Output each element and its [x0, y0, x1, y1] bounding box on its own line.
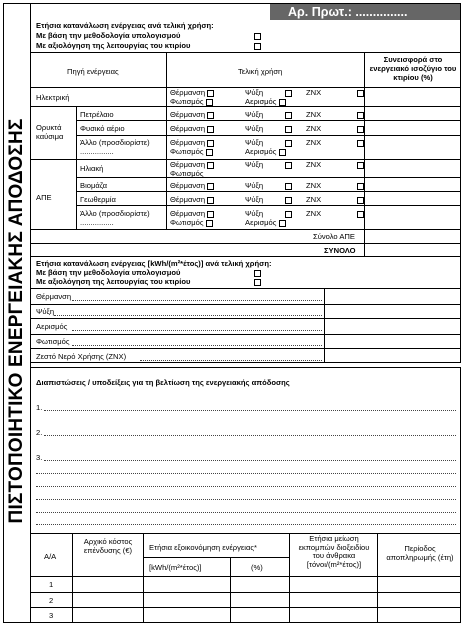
- use-cooling: Ψύξη: [245, 181, 264, 190]
- use-lighting: Φωτισμός: [170, 218, 204, 227]
- cb[interactable]: [285, 197, 292, 204]
- investment-row-3: 3: [49, 611, 54, 620]
- fossil-item-3: Άλλο (προσδιορίστε): [80, 138, 150, 147]
- cb[interactable]: [207, 140, 214, 147]
- consumption-row-1: Θέρμανση: [36, 292, 72, 301]
- use-heating: Θέρμανση: [170, 124, 206, 133]
- cb[interactable]: [207, 126, 214, 133]
- cb[interactable]: [279, 99, 286, 106]
- recommendation-3: 3.: [36, 453, 43, 462]
- col-contrib-header: Συνεισφορά στο ενεργειακό ισοζύγιο του κτιρίου (%): [369, 55, 457, 82]
- cb[interactable]: [285, 126, 292, 133]
- cb[interactable]: [357, 197, 364, 204]
- use-dhw: ΖΝΧ: [306, 160, 322, 169]
- col-saving: Ετήσια εξοικονόμηση ενέργειας*: [149, 543, 257, 552]
- res-item-4: Άλλο (προσδιορίστε): [80, 209, 150, 218]
- use-heating: Θέρμανση: [170, 138, 206, 147]
- consumption-row-5: Ζεστό Νερό Χρήσης (ΖΝΧ): [36, 352, 127, 361]
- use-dhw: ΖΝΧ: [306, 181, 322, 190]
- cb[interactable]: [357, 140, 364, 147]
- side-title: ΠΙΣΤΟΠΟΙΗΤΙΚΟ ΕΝΕΡΓΕΙΑΚΗΣ ΑΠΟΔΟΣΗΣ: [6, 118, 27, 524]
- cb[interactable]: [206, 99, 213, 106]
- use-dhw: ΖΝΧ: [306, 88, 322, 97]
- use-lighting: Φωτισμός: [170, 147, 204, 156]
- section1-option1-checkbox[interactable]: [254, 33, 261, 40]
- section2-option2: Με αξιολόγηση της λειτουργίας του κτιρίου: [36, 277, 191, 286]
- section2-option1-checkbox[interactable]: [254, 270, 261, 277]
- use-lighting: Φωτισμός: [170, 97, 204, 106]
- cb[interactable]: [207, 112, 214, 119]
- cb[interactable]: [357, 90, 364, 97]
- use-ventilation: Αερισμός: [245, 97, 277, 106]
- recommendation-1: 1.: [36, 403, 43, 412]
- use-heating: Θέρμανση: [170, 160, 206, 169]
- sidebar: [3, 3, 31, 623]
- grand-total-label: ΣΥΝΟΛΟ: [324, 246, 356, 255]
- use-cooling: Ψύξη: [245, 124, 264, 133]
- cb[interactable]: [207, 183, 214, 190]
- res-item-3: Γεωθερμία: [80, 195, 116, 204]
- cb[interactable]: [285, 162, 292, 169]
- recommendation-2: 2.: [36, 428, 43, 437]
- group-fossil: Ορυκτά καύσιμα: [36, 123, 64, 141]
- col-source-header: Πηγή ενέργειας: [67, 67, 119, 76]
- use-dhw: ΖΝΧ: [306, 138, 322, 147]
- use-ventilation: Αερισμός: [245, 218, 277, 227]
- use-heating: Θέρμανση: [170, 110, 206, 119]
- res-item-2: Βιομάζα: [80, 181, 107, 190]
- res-item-5: ................: [80, 218, 114, 227]
- col-aa: Α/Α: [44, 552, 57, 561]
- use-heating: Θέρμανση: [170, 209, 206, 218]
- use-dhw: ΖΝΧ: [306, 209, 322, 218]
- section3-title: Διαπιστώσεις / υποδείξεις για τη βελτίωση της ενεργειακής απόδοσης: [36, 378, 290, 387]
- use-cooling: Ψύξη: [245, 195, 264, 204]
- col-co2: Ετήσια μείωση εκπομπών διοξειδίου του άνθρακα [τόνοι/(m²*έτος)]: [298, 534, 370, 569]
- cb[interactable]: [207, 90, 214, 97]
- cb[interactable]: [285, 112, 292, 119]
- cb[interactable]: [207, 162, 214, 169]
- cb[interactable]: [285, 211, 292, 218]
- section1-title: Ετήσια κατανάλωση ενέργειας ανά τελική χρήση:: [36, 21, 214, 30]
- group-electric: Ηλεκτρική: [36, 93, 70, 102]
- use-dhw: ΖΝΧ: [306, 110, 322, 119]
- fossil-item-4: ................: [80, 147, 114, 156]
- use-cooling: Ψύξη: [245, 138, 264, 147]
- cb[interactable]: [357, 162, 364, 169]
- cb[interactable]: [285, 183, 292, 190]
- use-cooling: Ψύξη: [245, 110, 264, 119]
- fossil-item-2: Φυσικό αέριο: [80, 124, 125, 133]
- use-cooling: Ψύξη: [245, 209, 264, 218]
- use-lighting: Φωτισμός: [170, 169, 204, 178]
- investment-row-2: 2: [49, 596, 54, 605]
- col-saving-kwh: [kWh/(m²*έτος)]: [149, 563, 202, 572]
- cb[interactable]: [206, 149, 213, 156]
- section2-option2-checkbox[interactable]: [254, 279, 261, 286]
- fossil-item-1: Πετρέλαιο: [80, 110, 114, 119]
- section2-option1: Με βάση την μεθοδολογία υπολογισμού: [36, 268, 181, 277]
- section1-option2-checkbox[interactable]: [254, 43, 261, 50]
- cb[interactable]: [207, 197, 214, 204]
- cb[interactable]: [357, 112, 364, 119]
- cb[interactable]: [357, 183, 364, 190]
- col-cost: Αρχικό κόστος επένδυσης (€): [83, 537, 133, 555]
- col-use-header: Τελική χρήση: [238, 67, 283, 76]
- cb[interactable]: [357, 211, 364, 218]
- use-dhw: ΖΝΧ: [306, 124, 322, 133]
- use-heating: Θέρμανση: [170, 195, 206, 204]
- use-heating: Θέρμανση: [170, 181, 206, 190]
- col-payback: Περίοδος αποπληρωμής (έτη): [386, 544, 454, 562]
- use-heating: Θέρμανση: [170, 88, 206, 97]
- use-cooling: Ψύξη: [245, 88, 264, 97]
- consumption-row-2: Ψύξη: [36, 307, 55, 316]
- section1-option1: Με βάση την μεθοδολογία υπολογισμού: [36, 31, 181, 40]
- page-frame: [3, 3, 461, 623]
- cb[interactable]: [279, 220, 286, 227]
- cb[interactable]: [285, 90, 292, 97]
- consumption-row-3: Αερισμός: [36, 322, 68, 331]
- section1-option2: Με αξιολόγηση της λειτουργίας του κτιρίου: [36, 41, 191, 50]
- use-ventilation: Αερισμός: [245, 147, 277, 156]
- consumption-row-4: Φωτισμός: [36, 337, 70, 346]
- section2-title: Ετήσια κατανάλωση ενέργειας [kWh/(m²*έτος)] ανά τελική χρήση:: [36, 259, 272, 268]
- col-saving-pct: (%): [251, 563, 263, 572]
- cb[interactable]: [206, 220, 213, 227]
- investment-row-1: 1: [49, 580, 54, 589]
- cb[interactable]: [285, 140, 292, 147]
- group-res: ΑΠΕ: [36, 193, 52, 202]
- res-total-label: Σύνολο ΑΠΕ: [313, 232, 355, 241]
- res-item-1: Ηλιακή: [80, 164, 104, 173]
- cb[interactable]: [357, 126, 364, 133]
- cb[interactable]: [279, 149, 286, 156]
- protocol-number: Αρ. Πρωτ.: ...............: [270, 4, 460, 20]
- use-dhw: ΖΝΧ: [306, 195, 322, 204]
- use-cooling: Ψύξη: [245, 160, 264, 169]
- cb[interactable]: [207, 211, 214, 218]
